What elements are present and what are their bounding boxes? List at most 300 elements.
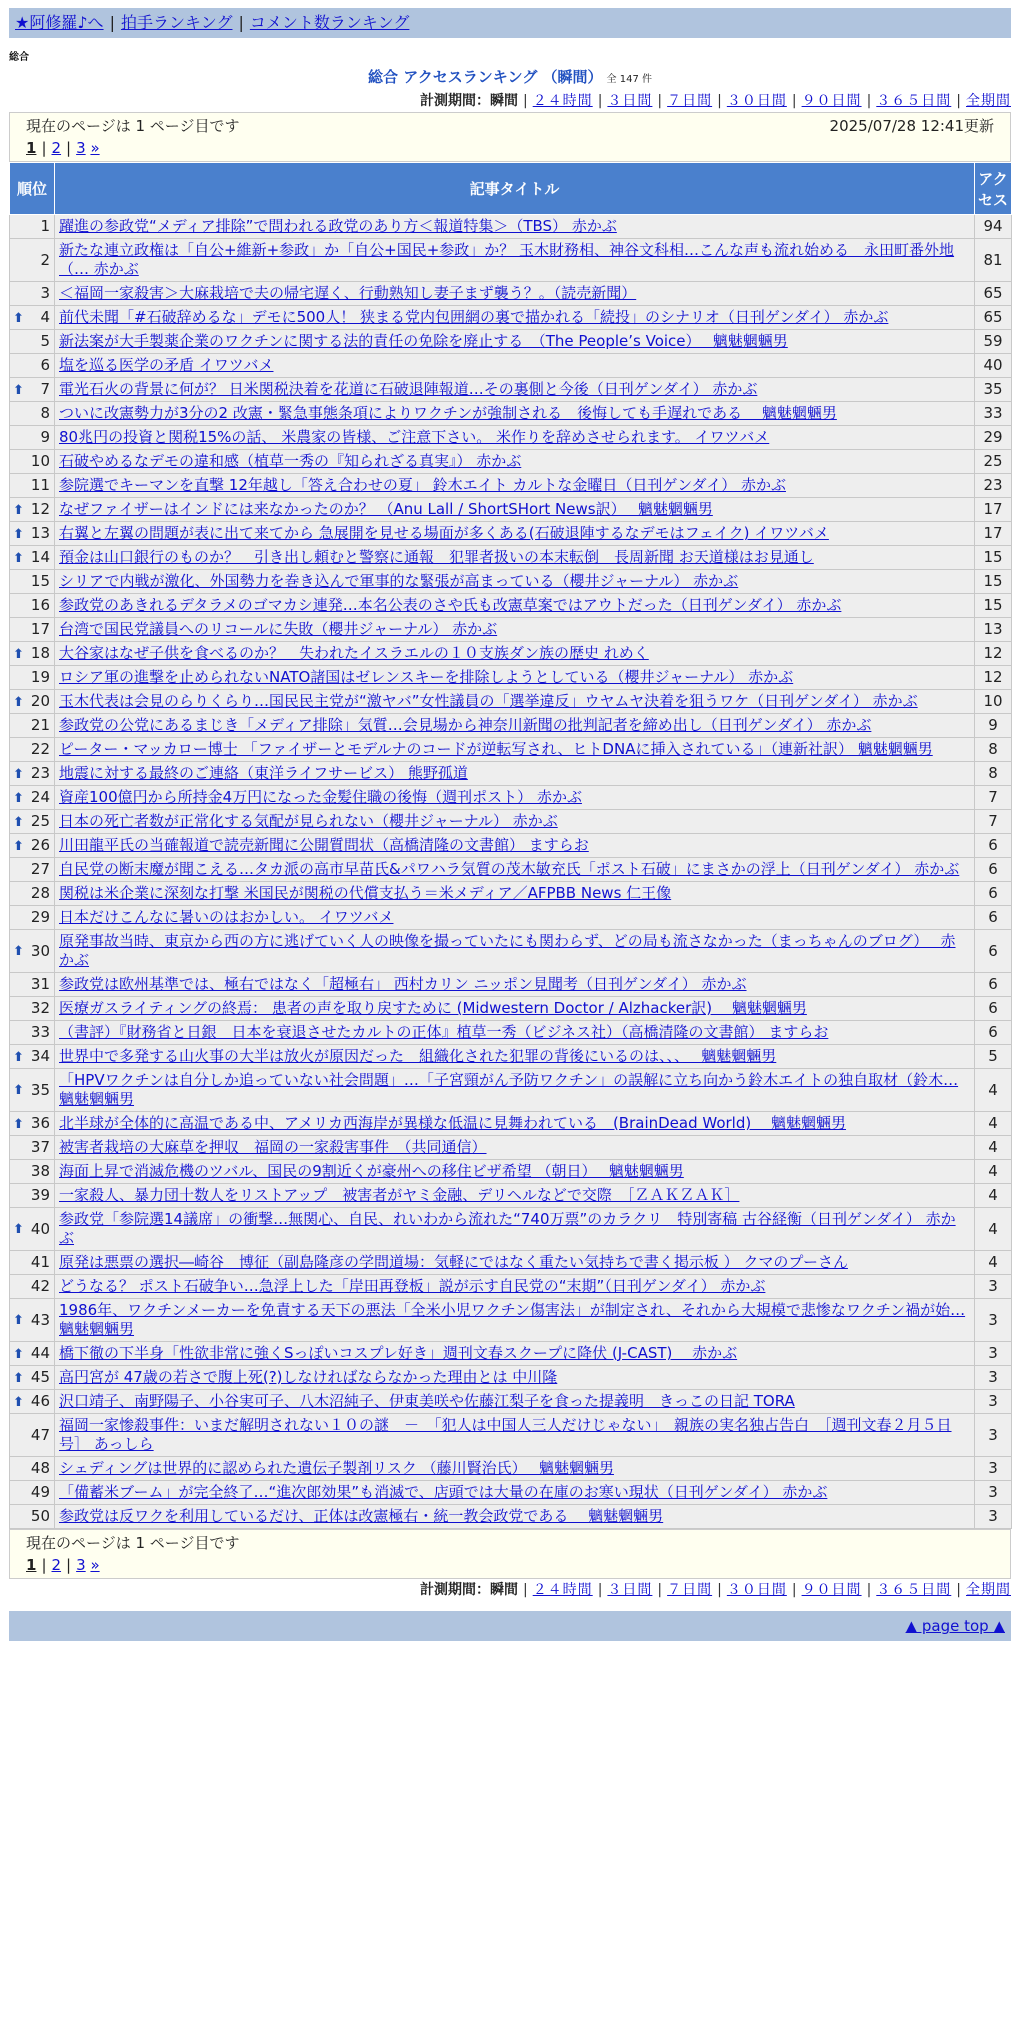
access-count: 33 <box>975 402 1012 426</box>
comment-ranking-link[interactable]: コメント数ランキング <box>249 13 410 32</box>
table-row <box>10 306 1012 330</box>
current-page-text: 現在のページは 1 ページ目です <box>26 117 240 135</box>
table-header-row <box>10 163 1012 215</box>
access-count: 3 <box>975 1390 1012 1414</box>
rank-number: 49 <box>30 1483 50 1501</box>
period-link-2[interactable]: ７日間 <box>667 93 713 109</box>
rank-number: 3 <box>40 284 50 302</box>
article-link[interactable]: シリアで内戦が激化、外国勢力を巻き込んで軍事的な緊張が高まっている（櫻井ジャーナル） 赤かぶ <box>59 572 739 590</box>
title-cell <box>55 810 975 834</box>
rank-number: 34 <box>30 1047 50 1065</box>
rank-cell <box>10 690 55 714</box>
table-row <box>10 906 1012 930</box>
table-row <box>10 354 1012 378</box>
page-link-2[interactable]: 2 <box>51 1556 62 1574</box>
category-label: 総合 <box>9 52 29 63</box>
rank-cell <box>10 1481 55 1505</box>
table-row <box>10 594 1012 618</box>
table-row <box>10 1021 1012 1045</box>
article-link[interactable]: 大谷家はなぜ子供を食べるのか？ 失われたイスラエルの１０支族ダン族の歴史 れめく <box>59 644 649 662</box>
period-label: 計測期間： <box>419 1582 490 1598</box>
table-row <box>10 973 1012 997</box>
table-row <box>10 378 1012 402</box>
rank-cell <box>10 1184 55 1208</box>
period-link-2[interactable]: ７日間 <box>667 1582 713 1598</box>
rank-number: 30 <box>30 941 50 960</box>
article-link[interactable]: 前代未聞「#石破辞めるな」デモに500人！ 狭まる党内包囲網の裏で描かれる「続投」のシナリオ（日刊ゲンダイ） 赤かぶ <box>59 308 889 326</box>
rank-cell <box>10 786 55 810</box>
table-row <box>10 474 1012 498</box>
period-separator: | <box>866 93 872 109</box>
page-link-3[interactable]: 3 <box>76 139 86 157</box>
page-separator: | <box>66 1556 72 1574</box>
rank-cell <box>10 1342 55 1366</box>
page-separator: | <box>66 139 72 157</box>
rank-cell <box>10 642 55 666</box>
table-row <box>10 1251 1012 1275</box>
rank-up-arrow-icon: ⬆ <box>13 526 24 542</box>
article-link[interactable]: 1986年、ワクチンメーカーを免責する天下の悪法「全米小児ワクチン傷害法」が制定され、それから大規模で悲惨なワクチン禍が始… 魑魅魍魎男 <box>59 1301 966 1338</box>
pager-status-row <box>26 1532 994 1554</box>
period-separator: | <box>791 1582 797 1598</box>
rank-cell <box>10 522 55 546</box>
rank-number: 46 <box>30 1392 50 1410</box>
article-link[interactable]: 石破やめるなデモの違和感（植草一秀の『知られざる真実』） 赤かぶ <box>59 452 522 470</box>
rank-number: 27 <box>30 860 50 878</box>
period-separator: | <box>717 93 722 109</box>
article-link[interactable]: 電光石火の背景に何が？ 日米関税決着を花道に石破退陣報道…その裏側と今後（日刊ゲンダイ） 赤かぶ <box>59 380 758 398</box>
period-separator: | <box>791 93 797 109</box>
title-cell <box>55 306 975 330</box>
access-count: 81 <box>975 239 1012 282</box>
access-count: 6 <box>975 834 1012 858</box>
rank-number: 31 <box>30 975 50 993</box>
rank-up-arrow-icon: ⬆ <box>13 382 24 398</box>
table-row <box>10 570 1012 594</box>
rank-cell <box>10 1275 55 1299</box>
rank-up-arrow-icon: ⬆ <box>13 790 24 806</box>
rank-up-arrow-icon: ⬆ <box>13 310 24 326</box>
access-count: 3 <box>975 1342 1012 1366</box>
table-row <box>10 450 1012 474</box>
title-cell <box>55 330 975 354</box>
access-count: 8 <box>975 762 1012 786</box>
pager-top <box>9 112 1011 162</box>
nav-separator: | <box>238 13 244 32</box>
rank-cell <box>10 239 55 282</box>
rank-number: 36 <box>30 1114 50 1132</box>
period-label: 計測期間： <box>419 93 490 109</box>
rank-number: 8 <box>40 404 50 422</box>
access-count: 3 <box>975 1505 1012 1529</box>
rank-number: 48 <box>30 1459 50 1477</box>
title-cell <box>55 858 975 882</box>
period-link-3[interactable]: ３０日間 <box>726 1582 787 1598</box>
rank-cell <box>10 738 55 762</box>
title-cell <box>55 450 975 474</box>
table-row <box>10 642 1012 666</box>
rank-cell <box>10 215 55 239</box>
access-count: 15 <box>975 546 1012 570</box>
rank-cell <box>10 402 55 426</box>
rank-number: 9 <box>40 428 50 446</box>
table-row <box>10 834 1012 858</box>
table-row <box>10 690 1012 714</box>
rank-cell <box>10 282 55 306</box>
title-cell <box>55 1414 975 1457</box>
article-link[interactable]: ピーター・マッカロー博士 「ファイザーとモデルナのコードが逆転写され、ヒトDNAに挿入されている」（連新社訳） 魑魅魍魎男 <box>59 740 933 758</box>
access-count: 3 <box>975 1457 1012 1481</box>
rank-cell <box>10 474 55 498</box>
rank-number: 38 <box>30 1162 50 1180</box>
article-link[interactable]: ついに改憲勢力が3分の2 改憲・緊急事態条項によりワクチンが強制される 後悔しても手遅れである 魑魅魍魎男 <box>59 404 837 422</box>
table-row <box>10 546 1012 570</box>
title-cell <box>55 1342 975 1366</box>
access-count: 29 <box>975 426 1012 450</box>
updated-timestamp: 2025/07/28 12:41更新 <box>829 117 994 135</box>
rank-up-arrow-icon: ⬆ <box>13 1394 24 1410</box>
current-page-text: 現在のページは 1 ページ目です <box>26 1534 240 1552</box>
access-count: 3 <box>975 1275 1012 1299</box>
article-link[interactable]: 資産100億円から所持金4万円になった金髪住職の後悔（週刊ポスト） 赤かぶ <box>59 788 582 806</box>
rank-cell <box>10 1208 55 1251</box>
access-count: 59 <box>975 330 1012 354</box>
rank-cell <box>10 762 55 786</box>
rank-cell <box>10 330 55 354</box>
access-count: 6 <box>975 997 1012 1021</box>
rank-cell <box>10 594 55 618</box>
title-cell <box>55 666 975 690</box>
rank-number: 32 <box>30 999 50 1017</box>
article-link[interactable]: 新法案が大手製薬企業のワクチンに関する法的責任の免除を廃止する （The People’s Voice） 魑魅魍魎男 <box>59 332 788 350</box>
title-cell <box>55 786 975 810</box>
table-row <box>10 1112 1012 1136</box>
period-link-4[interactable]: ９０日間 <box>801 93 862 109</box>
table-row <box>10 522 1012 546</box>
rank-number: 4 <box>40 308 50 326</box>
article-link[interactable]: 「HPVワクチンは自分しか追っていない社会問題」…「子宮頸がん予防ワクチン」の誤解に立ち向かう鈴木エイトの独自取材（鈴木… 魑魅魍魎男 <box>59 1071 959 1108</box>
article-link[interactable]: 世界中で多発する山火事の大半は放火が原因だった 組織化された犯罪の背後にいるのは、、、 魑魅魍魎男 <box>59 1047 777 1065</box>
title-cell <box>55 546 975 570</box>
ranking-table <box>9 162 1012 1529</box>
article-link[interactable]: （書評）『財務省と日銀 日本を衰退させたカルトの正体』植草一秀（ビジネス社）（高橋清隆の文書館） ますらお <box>59 1023 829 1041</box>
title-cell <box>55 1299 975 1342</box>
period-link-0[interactable]: ２４時間 <box>532 93 593 109</box>
rank-cell <box>10 1505 55 1529</box>
article-link[interactable]: どうなる？ ポスト石破争い…急浮上した「岸田再登板」説が示す自民党の“末期”（日刊ゲンダイ） 赤かぶ <box>59 1277 766 1295</box>
rank-number: 1 <box>40 217 50 235</box>
rank-up-arrow-icon: ⬆ <box>13 1083 24 1098</box>
rank-number: 16 <box>30 596 50 614</box>
access-count: 17 <box>975 522 1012 546</box>
article-link[interactable]: なぜファイザーはインドには来なかったのか？ （Anu Lall / ShortSHort News訳） 魑魅魍魎男 <box>59 500 713 518</box>
title-cell <box>55 426 975 450</box>
access-count: 4 <box>975 1251 1012 1275</box>
article-link[interactable]: 沢口靖子、南野陽子、小谷実可子、八木沼純子、伊東美咲や佐藤江梨子を食った提義明 きっこの日記 TORA <box>59 1392 795 1410</box>
rank-cell <box>10 906 55 930</box>
rank-cell <box>10 1021 55 1045</box>
rank-cell <box>10 450 55 474</box>
access-count: 17 <box>975 498 1012 522</box>
rank-up-arrow-icon: ⬆ <box>13 1222 24 1237</box>
title-cell <box>55 1136 975 1160</box>
article-link[interactable]: 自民党の断末魔が聞こえる…タカ派の高市早苗氏&パワハラ気質の茂木敏充氏「ポスト石破」にまさかの浮上（日刊ゲンダイ） 赤かぶ <box>59 860 960 878</box>
period-selector-bottom <box>9 1579 1011 1601</box>
rank-cell <box>10 666 55 690</box>
rank-up-arrow-icon: ⬆ <box>13 838 24 854</box>
rank-cell <box>10 973 55 997</box>
rank-number: 7 <box>40 380 50 398</box>
page-separator: | <box>41 1556 47 1574</box>
rank-cell <box>10 1457 55 1481</box>
table-row <box>10 1275 1012 1299</box>
page-link-2[interactable]: 2 <box>51 139 62 157</box>
rank-column-header: 順位 <box>10 163 55 215</box>
period-current: 瞬間 <box>489 1582 518 1598</box>
article-link[interactable]: 日本の死亡者数が正常化する気配が見られない（櫻井ジャーナル） 赤かぶ <box>59 812 558 830</box>
page-current: 1 <box>26 139 37 157</box>
article-link[interactable]: 一家殺人、暴力団十数人をリストアップ 被害者がヤミ金融、デリヘルなどで交際 ［ＺＡＫＺＡＫ］ <box>59 1186 740 1204</box>
title-cell <box>55 282 975 306</box>
access-count: 35 <box>975 378 1012 402</box>
rank-number: 6 <box>40 356 50 374</box>
table-row <box>10 666 1012 690</box>
article-link[interactable]: 北半球が全体的に高温である中、アメリカ西海岸が異様な低温に見舞われている (BrainDead World) 魑魅魍魎男 <box>59 1114 846 1132</box>
article-link[interactable]: 原発事故当時、東京から西の方に逃げていく人の映像を撮っていたにも関わらず、どの局も流さなかった（まっちゃんのブログ） 赤かぶ <box>59 932 956 969</box>
title-cell <box>55 1208 975 1251</box>
nav-separator: | <box>109 13 115 32</box>
title-cell <box>55 1505 975 1529</box>
article-link[interactable]: 高円宮が 47歳の若さで腹上死(?)しなければならなかった理由とは 中川隆 <box>59 1368 558 1386</box>
period-link-5[interactable]: ３６５日間 <box>876 1582 952 1598</box>
access-count: 7 <box>975 810 1012 834</box>
table-row <box>10 402 1012 426</box>
title-cell <box>55 642 975 666</box>
article-link[interactable]: 80兆円の投資と関税15%の話、 米農家の皆様、ご注意下さい。 米作りを辞めさせられます。 イワツバメ <box>59 428 770 446</box>
title-cell <box>55 1457 975 1481</box>
rank-cell <box>10 930 55 973</box>
rank-up-arrow-icon: ⬆ <box>13 694 24 710</box>
table-row <box>10 810 1012 834</box>
article-link[interactable]: 医療ガスライティングの終焉： 患者の声を取り戻すために (Midwestern Doctor / Alzhacker訳) 魑魅魍魎男 <box>59 999 807 1017</box>
applause-ranking-link[interactable]: 拍手ランキング <box>120 13 233 32</box>
article-link[interactable]: ＜福岡一家殺害＞大麻栽培で夫の帰宅遅く、行動熟知し妻子まず襲う？。（読売新聞） <box>59 284 637 302</box>
next-page-link[interactable]: » <box>90 139 100 157</box>
page-separator: | <box>41 139 47 157</box>
article-link[interactable]: 台湾で国民党議員へのリコールに失敗（櫻井ジャーナル） 赤かぶ <box>59 620 498 638</box>
page-title <box>9 67 1011 90</box>
title-cell <box>55 498 975 522</box>
rank-up-arrow-icon: ⬆ <box>13 1346 24 1362</box>
rank-cell <box>10 426 55 450</box>
article-link[interactable]: 地震に対する最終のご連絡（東洋ライフサービス） 熊野孤道 <box>59 764 468 782</box>
rank-number: 20 <box>30 692 50 710</box>
access-count: 3 <box>975 1414 1012 1457</box>
rank-number: 14 <box>30 548 50 566</box>
article-link[interactable]: 玉木代表は会見のらりくらり…国民民主党が“激ヤバ”女性議員の「選挙違反」ウヤムヤ決着を狙うワケ（日刊ゲンダイ） 赤かぶ <box>59 692 918 710</box>
rank-number: 50 <box>30 1507 50 1525</box>
table-row <box>10 1299 1012 1342</box>
table-row <box>10 1481 1012 1505</box>
rank-up-arrow-icon: ⬆ <box>13 502 24 518</box>
access-column-header: アクセス <box>975 163 1012 215</box>
period-link-1[interactable]: ３日間 <box>607 1582 653 1598</box>
article-link[interactable]: 参政党は反ワクを利用しているだけ、正体は改憲極右・統一教会政党である 魑魅魍魎男 <box>59 1507 664 1525</box>
article-link[interactable]: 躍進の参政党“メディア排除”で問われる政党のあり方＜報道特集＞（TBS） 赤かぶ <box>59 217 617 235</box>
access-count: 8 <box>975 738 1012 762</box>
article-link[interactable]: 日本だけこんなに暑いのはおかしい。 イワツバメ <box>59 908 394 926</box>
table-row <box>10 1045 1012 1069</box>
pagination <box>26 1554 994 1576</box>
title-cell <box>55 1112 975 1136</box>
access-count: 6 <box>975 858 1012 882</box>
rank-number: 29 <box>30 908 50 926</box>
title-cell <box>55 354 975 378</box>
article-link[interactable]: 被害者栽培の大麻草を押収 福岡の一家殺害事件 （共同通信） <box>59 1138 487 1156</box>
period-link-4[interactable]: ９０日間 <box>801 1582 862 1598</box>
rank-cell <box>10 834 55 858</box>
access-count: 3 <box>975 1481 1012 1505</box>
rank-number: 26 <box>30 836 50 854</box>
table-row <box>10 1342 1012 1366</box>
table-row <box>10 330 1012 354</box>
rank-cell <box>10 1045 55 1069</box>
access-count: 4 <box>975 1184 1012 1208</box>
rank-number: 41 <box>30 1253 50 1271</box>
access-count: 4 <box>975 1208 1012 1251</box>
article-link[interactable]: 橋下徹の下半身「性欲非常に強くSっぽいコスプレ好き」週刊文春スクープに降伏 (J-CAST) 赤かぶ <box>59 1344 738 1362</box>
access-count: 65 <box>975 306 1012 330</box>
bottom-bar <box>9 1611 1011 1641</box>
title-cell <box>55 522 975 546</box>
period-separator: | <box>657 1582 663 1598</box>
access-count: 12 <box>975 642 1012 666</box>
period-link-6[interactable]: 全期間 <box>966 93 1011 109</box>
home-link[interactable]: ★阿修羅♪へ <box>15 13 104 32</box>
rank-cell <box>10 1112 55 1136</box>
table-row <box>10 498 1012 522</box>
access-count: 3 <box>975 1366 1012 1390</box>
period-link-5[interactable]: ３６５日間 <box>876 93 952 109</box>
article-link[interactable]: ロシア軍の進撃を止められないNATO諸国はゼレンスキーを排除しようとしている（櫻井ジャーナル） 赤かぶ <box>59 668 794 686</box>
period-separator: | <box>522 1582 528 1598</box>
article-link[interactable]: 原発は悪票の選択―崎谷 博征（副島隆彦の学問道場：気軽にではなく重たい気持ちで書く掲示板 ） クマのプーさん <box>59 1253 848 1271</box>
period-selector-top <box>9 90 1011 112</box>
title-cell <box>55 762 975 786</box>
article-link[interactable]: 海面上昇で消滅危機のツバル、国民の9割近くが豪州への移住ビザ希望 （朝日） 魑魅魍魎男 <box>59 1162 684 1180</box>
period-current: 瞬間 <box>489 93 518 109</box>
rank-cell <box>10 378 55 402</box>
rank-number: 47 <box>30 1425 50 1444</box>
access-count: 6 <box>975 906 1012 930</box>
page-current: 1 <box>26 1556 37 1574</box>
table-row <box>10 786 1012 810</box>
rank-cell <box>10 354 55 378</box>
period-link-1[interactable]: ３日間 <box>607 93 653 109</box>
access-count: 15 <box>975 594 1012 618</box>
article-link[interactable]: 福岡一家惨殺事件：いまだ解明されない１０の謎 － 「犯人は中国人三人だけじゃない」 親族の実名独占告白 ［週刊文春２月５日号］ あっしら <box>59 1416 952 1453</box>
title-cell <box>55 690 975 714</box>
rank-cell <box>10 570 55 594</box>
table-row <box>10 930 1012 973</box>
rank-number: 18 <box>30 644 50 662</box>
table-row <box>10 858 1012 882</box>
title-cell <box>55 402 975 426</box>
rank-number: 12 <box>30 500 50 518</box>
rank-cell <box>10 714 55 738</box>
rank-number: 35 <box>30 1080 50 1099</box>
article-link[interactable]: 新たな連立政権は「自公+維新+参政」か「自公+国民+参政」か？ 玉木財務相、神谷文科相…こんな声も流れ始める 永田町番外地（… 赤かぶ <box>59 241 955 278</box>
access-count: 6 <box>975 882 1012 906</box>
rank-number: 23 <box>30 764 50 782</box>
title-cell <box>55 930 975 973</box>
pagination <box>26 137 994 159</box>
period-link-6[interactable]: 全期間 <box>966 1582 1011 1598</box>
rank-number: 19 <box>30 668 50 686</box>
period-separator: | <box>597 93 603 109</box>
title-cell <box>55 997 975 1021</box>
period-link-3[interactable]: ３０日間 <box>726 93 787 109</box>
article-link[interactable]: 「備蓄米ブーム」が完全終了…“進次郎効果”も消滅で、店頭では大量の在庫のお寒い現状（日刊ゲンダイ） 赤かぶ <box>59 1483 828 1501</box>
article-link[interactable]: 参政党「参院選14議席」の衝撃…無関心、自民、れいわから流れた“740万票”のカラクリ 特別寄稿 古谷経衡（日刊ゲンダイ） 赤かぶ <box>59 1210 956 1247</box>
rank-cell <box>10 546 55 570</box>
table-row <box>10 618 1012 642</box>
article-link[interactable]: 右翼と左翼の問題が表に出て来てから 急展開を見せる場面が多くある(石破退陣するなデモはフェイク) イワツバメ <box>59 524 829 542</box>
title-column-header: 記事タイトル <box>55 163 975 215</box>
access-count: 4 <box>975 1069 1012 1112</box>
access-count: 10 <box>975 690 1012 714</box>
title-cell <box>55 1481 975 1505</box>
rank-up-arrow-icon: ⬆ <box>13 944 24 959</box>
rank-number: 28 <box>30 884 50 902</box>
next-page-link[interactable]: » <box>90 1556 100 1574</box>
access-count: 23 <box>975 474 1012 498</box>
table-row <box>10 1414 1012 1457</box>
period-separator: | <box>866 1582 872 1598</box>
title-cell <box>55 618 975 642</box>
access-count: 4 <box>975 1160 1012 1184</box>
article-link[interactable]: 参政党の公党にあるまじき「メディア排除」気質…会見場から神奈川新聞の批判記者を締め出し（日刊ゲンダイ） 赤かぶ <box>59 716 872 734</box>
access-count: 6 <box>975 930 1012 973</box>
rank-up-arrow-icon: ⬆ <box>13 1313 24 1328</box>
article-link[interactable]: 預金は山口銀行のものか？ 引き出し頼むと警察に通報 犯罪者扱いの本末転倒 長周新聞 お天道様はお見通し <box>59 548 814 566</box>
title-cell <box>55 1021 975 1045</box>
table-row <box>10 1069 1012 1112</box>
page-link-3[interactable]: 3 <box>76 1556 86 1574</box>
article-link[interactable]: 川田龍平氏の当確報道で読売新聞に公開質問状（高橋清隆の文書館） ますらお <box>59 836 589 854</box>
article-link[interactable]: 関税は米企業に深刻な打撃 米国民が関税の代償支払う＝米メディア／AFPBB News 仁王像 <box>59 884 672 902</box>
article-link[interactable]: 参政党のあきれるデタラメのゴマカシ連発…本名公表のさや氏も改憲草案ではアウトだった（日刊ゲンダイ） 赤かぶ <box>59 596 842 614</box>
page-top-link[interactable]: ▲ page top ▲ <box>905 1617 1005 1635</box>
rank-cell <box>10 1069 55 1112</box>
article-link[interactable]: 塩を巡る医学の矛盾 イワツバメ <box>59 356 274 374</box>
rank-cell <box>10 306 55 330</box>
article-link[interactable]: シェディングは世界的に認められた遺伝子製剤リスク （藤川賢治氏） 魑魅魍魎男 <box>59 1459 614 1477</box>
period-separator: | <box>956 93 961 109</box>
title-cell <box>55 1366 975 1390</box>
title-cell <box>55 973 975 997</box>
rank-number: 2 <box>40 250 50 269</box>
rank-number: 24 <box>30 788 50 806</box>
rank-number: 33 <box>30 1023 50 1041</box>
access-count: 4 <box>975 1112 1012 1136</box>
article-link[interactable]: 参政党は欧州基準では、極右ではなく「超極右」 西村カリン ニッポン見聞考（日刊ゲンダイ） 赤かぶ <box>59 975 747 993</box>
period-link-0[interactable]: ２４時間 <box>532 1582 593 1598</box>
rank-number: 17 <box>30 620 50 638</box>
article-link[interactable]: 参院選でキーマンを直撃 12年越し「答え合わせの夏」 鈴木エイト カルトな金曜日（日刊ゲンダイ） 赤かぶ <box>59 476 786 494</box>
table-row <box>10 1366 1012 1390</box>
table-row <box>10 1160 1012 1184</box>
